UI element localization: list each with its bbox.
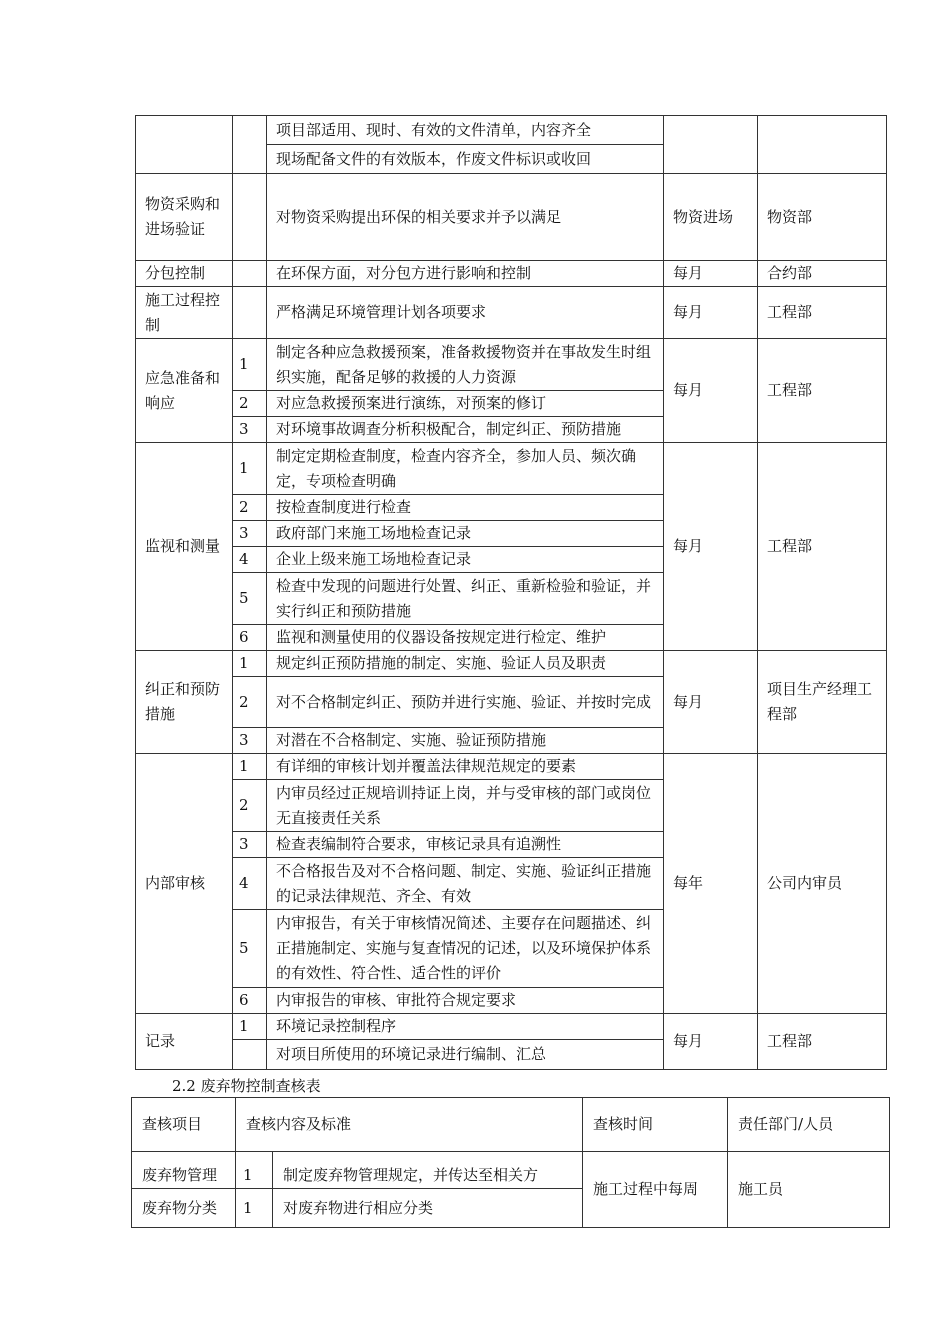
item-number: 6 xyxy=(233,988,267,1014)
table-row xyxy=(136,651,887,677)
item-number: 2 xyxy=(233,391,267,417)
doc-control-content: 现场配备文件的有效版本，作废文件标识或收回 xyxy=(267,145,664,174)
section-caption: 2.2 废弃物控制查核表 xyxy=(172,1077,321,1095)
check-time: 每月 xyxy=(664,443,758,651)
table-row xyxy=(132,1152,890,1189)
check-content: 严格满足环境管理计划各项要求 xyxy=(267,287,664,339)
check-time: 每月 xyxy=(664,339,758,443)
check-content: 制定废弃物管理规定，并传达至相关方 xyxy=(273,1152,583,1189)
item-number: 2 xyxy=(233,780,267,832)
item-number: 4 xyxy=(233,547,267,573)
check-item: 废弃物管理 xyxy=(132,1152,236,1189)
item-number: 1 xyxy=(233,339,267,391)
table-row xyxy=(136,754,887,780)
check-content: 内审报告，有关于审核情况简述、主要存在问题描述、纠正措施制定、实施与复查情况的记述，以及环境保护体系的有效性、符合性、适合性的评价 xyxy=(267,910,664,988)
check-content: 内审报告的审核、审批符合规定要求 xyxy=(267,988,664,1014)
table-row xyxy=(136,174,887,261)
item-number xyxy=(233,261,267,287)
responsible-dept: 物资部 xyxy=(758,174,887,261)
check-item: 记录 xyxy=(136,1014,233,1070)
check-content: 政府部门来施工场地检查记录 xyxy=(267,521,664,547)
item-number: 5 xyxy=(233,573,267,625)
check-content: 企业上级来施工场地检查记录 xyxy=(267,547,664,573)
table-row xyxy=(136,339,887,391)
check-item: 纠正和预防措施 xyxy=(136,651,233,754)
check-content: 对环境事故调查分析积极配合，制定纠正、预防措施 xyxy=(267,417,664,443)
responsible-dept: 项目生产经理工程部 xyxy=(758,651,887,754)
header-check-item: 查核项目 xyxy=(132,1098,236,1152)
check-content: 规定纠正预防措施的制定、实施、验证人员及职责 xyxy=(267,651,664,677)
item-number: 1 xyxy=(233,1014,267,1040)
doc-control-dept-cell xyxy=(758,116,887,174)
item-number: 2 xyxy=(233,677,267,728)
item-number: 3 xyxy=(233,728,267,754)
check-item: 应急准备和响应 xyxy=(136,339,233,443)
check-time: 每月 xyxy=(664,287,758,339)
check-item: 废弃物分类 xyxy=(132,1189,236,1228)
responsible-dept: 工程部 xyxy=(758,443,887,651)
table-header-row xyxy=(132,1098,890,1152)
item-number: 1 xyxy=(233,651,267,677)
doc-control-item-cell xyxy=(136,116,233,174)
waste-control-table xyxy=(131,1097,890,1228)
responsible-dept: 工程部 xyxy=(758,287,887,339)
item-number xyxy=(233,174,267,261)
check-content: 监视和测量使用的仪器设备按规定进行检定、维护 xyxy=(267,625,664,651)
check-content: 对项目所使用的环境记录进行编制、汇总 xyxy=(267,1040,664,1070)
check-time: 每月 xyxy=(664,1014,758,1070)
check-content: 检查表编制符合要求，审核记录具有追溯性 xyxy=(267,832,664,858)
check-content: 环境记录控制程序 xyxy=(267,1014,664,1040)
check-time: 每月 xyxy=(664,651,758,754)
check-content: 有详细的审核计划并覆盖法律规范规定的要素 xyxy=(267,754,664,780)
check-content: 制定定期检查制度，检查内容齐全，参加人员、频次确定，专项检查明确 xyxy=(267,443,664,495)
check-content: 在环保方面，对分包方进行影响和控制 xyxy=(267,261,664,287)
table-row xyxy=(136,287,887,339)
item-number: 1 xyxy=(233,754,267,780)
item-number: 3 xyxy=(233,832,267,858)
check-time: 每年 xyxy=(664,754,758,1014)
check-content: 制定各种应急救援预案，准备救援物资并在事故发生时组织实施，配备足够的救援的人力资源 xyxy=(267,339,664,391)
table-row xyxy=(136,443,887,495)
check-item: 物资采购和进场验证 xyxy=(136,174,233,261)
check-time: 物资进场 xyxy=(664,174,758,261)
item-number: 3 xyxy=(233,417,267,443)
item-number: 5 xyxy=(233,910,267,988)
check-content: 对潜在不合格制定、实施、验证预防措施 xyxy=(267,728,664,754)
table-row xyxy=(136,116,887,145)
header-check-time: 查核时间 xyxy=(583,1098,728,1152)
check-item: 内部审核 xyxy=(136,754,233,1014)
check-content: 对不合格制定纠正、预防并进行实施、验证、并按时完成 xyxy=(267,677,664,728)
doc-control-content: 项目部适用、现时、有效的文件清单，内容齐全 xyxy=(267,116,664,145)
check-content: 不合格报告及对不合格问题、制定、实施、验证纠正措施的记录法律规范、齐全、有效 xyxy=(267,858,664,910)
responsible-dept: 公司内审员 xyxy=(758,754,887,1014)
check-content: 对废弃物进行相应分类 xyxy=(273,1189,583,1228)
check-content: 对应急救援预案进行演练，对预案的修订 xyxy=(267,391,664,417)
table-row xyxy=(136,1014,887,1040)
check-item: 施工过程控制 xyxy=(136,287,233,339)
item-number: 2 xyxy=(233,495,267,521)
responsible-dept: 施工员 xyxy=(728,1152,890,1228)
check-item: 监视和测量 xyxy=(136,443,233,651)
check-time: 每月 xyxy=(664,261,758,287)
doc-control-num-cell xyxy=(233,116,267,174)
item-number: 1 xyxy=(236,1189,273,1228)
check-time: 施工过程中每周 xyxy=(583,1152,728,1228)
check-content: 内审员经过正规培训持证上岗，并与受审核的部门或岗位无直接责任关系 xyxy=(267,780,664,832)
item-number: 3 xyxy=(233,521,267,547)
header-check-content: 查核内容及标准 xyxy=(236,1098,583,1152)
item-number xyxy=(233,287,267,339)
check-item: 分包控制 xyxy=(136,261,233,287)
check-content: 按检查制度进行检查 xyxy=(267,495,664,521)
table-row xyxy=(136,261,887,287)
item-number: 1 xyxy=(236,1152,273,1189)
check-content: 检查中发现的问题进行处置、纠正、重新检验和验证，并实行纠正和预防措施 xyxy=(267,573,664,625)
doc-control-time-cell xyxy=(664,116,758,174)
header-responsible-dept: 责任部门/人员 xyxy=(728,1098,890,1152)
item-number: 1 xyxy=(233,443,267,495)
environment-audit-table xyxy=(135,115,887,1070)
item-number: 6 xyxy=(233,625,267,651)
responsible-dept: 工程部 xyxy=(758,1014,887,1070)
responsible-dept: 合约部 xyxy=(758,261,887,287)
responsible-dept: 工程部 xyxy=(758,339,887,443)
item-number: 4 xyxy=(233,858,267,910)
item-number xyxy=(233,1040,267,1070)
check-content: 对物资采购提出环保的相关要求并予以满足 xyxy=(267,174,664,261)
